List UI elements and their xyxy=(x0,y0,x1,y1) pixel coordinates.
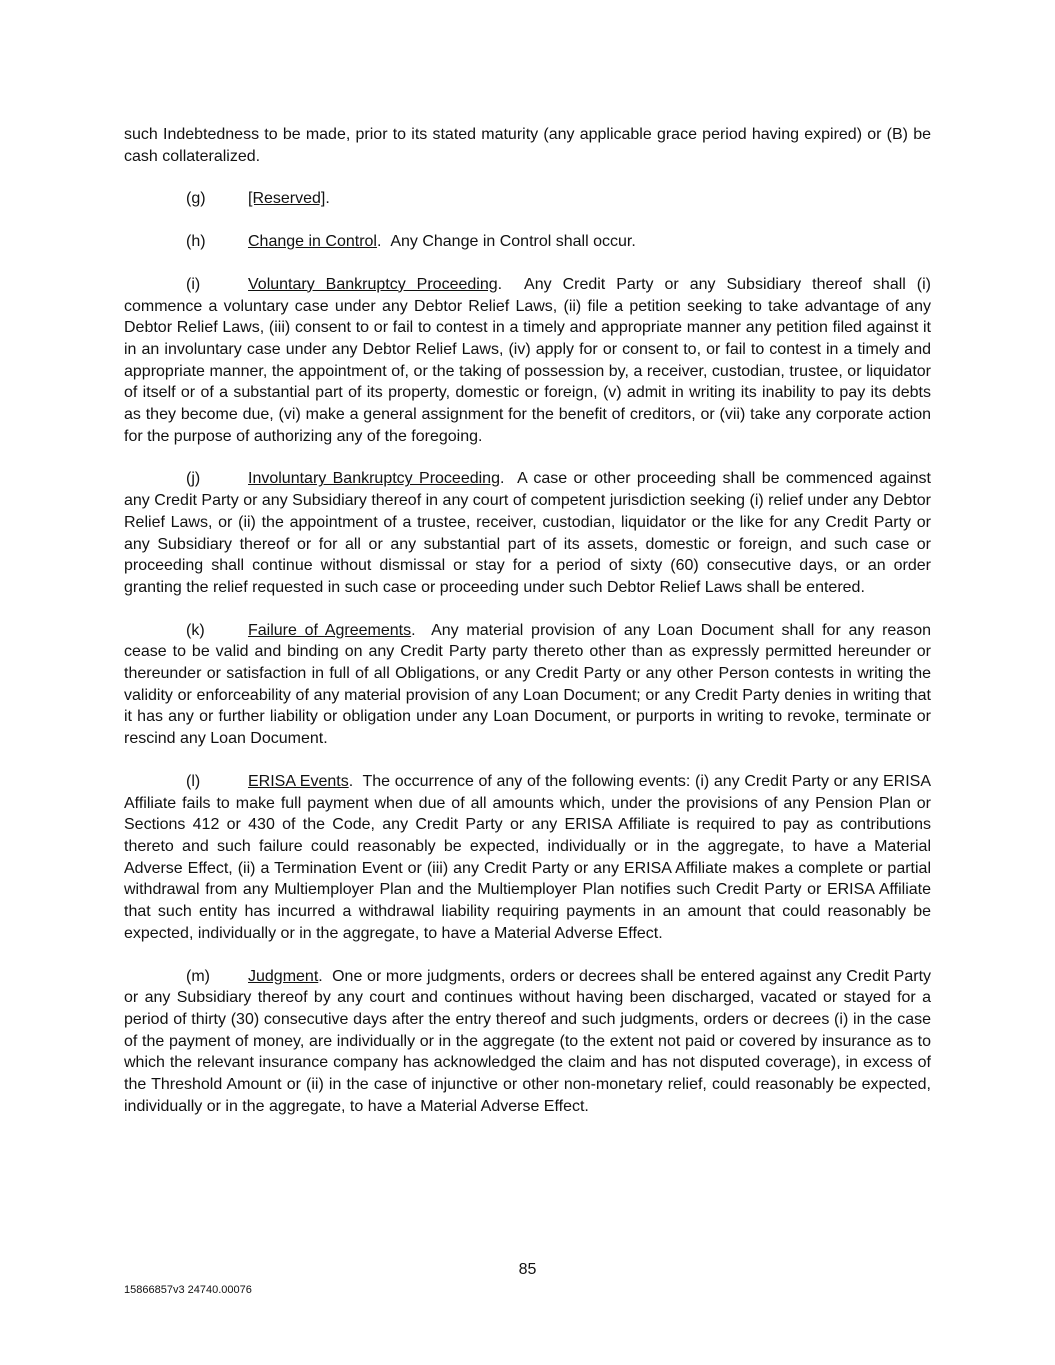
section-heading: ERISA Events xyxy=(248,772,349,790)
page-number: 85 xyxy=(518,1261,537,1278)
section-k xyxy=(124,620,931,750)
heading-period: . xyxy=(376,233,382,251)
heading-period: . xyxy=(318,967,323,985)
document-body xyxy=(124,124,931,1138)
section-heading: Involuntary Bankruptcy Proceeding xyxy=(248,470,500,488)
section-body: One or more judgments, orders or decrees shall be entered against any Credit Party or any Subsidiary thereof by any court and continues without having been discharged, vacated or stayed for a period of thirty (30) consecutive days after the entry thereof and such judgments, orders or decrees (i) in the case of the payment of money, are individually or in the aggregate (to the extent not paid or covered by insurance as to which the relevant insurance company has acknowledged the claim and has not disputed coverage), in excess of the Threshold Amount or (ii) in the case of injunctive or other non-monetary relief, could reasonably be expected, individually or in the aggregate, to have a Material Adverse Effect. xyxy=(124,967,932,1115)
section-number: (l) xyxy=(186,772,201,790)
section-number: (j) xyxy=(186,470,201,488)
heading-period: . xyxy=(325,190,330,208)
intro-paragraph: such Indebtedness to be made, prior to its stated maturity (any applicable grace period having expired) or (B) be cash collateralized. xyxy=(124,126,931,165)
section-number: (i) xyxy=(186,275,201,293)
heading-period: . xyxy=(499,470,505,488)
section-body: Any material provision of any Loan Document shall for any reason cease to be valid and binding on any Credit Party party thereto other than as expressly permitted hereunder or thereunder or satisfaction in full of all Obligations, or any Credit Party or any other Person contests in writing the validity or enforceability of any material provision of any Loan Document; or any Credit Party denies in writing that it has any or further liability or obligation under any Loan Document, or purports in writing to revoke, terminate or rescind any Loan Document. xyxy=(124,621,931,748)
section-number: (g) xyxy=(186,190,206,208)
section-l xyxy=(124,771,931,945)
section-m xyxy=(124,966,931,1118)
section-h xyxy=(124,231,931,253)
section-body: A case or other proceeding shall be commenced against any Credit Party or any Subsidiary thereof in any court of competent jurisdiction seeking (i) relief under any Debtor Relief Laws, or (ii) the appointment of a trustee, receiver, custodian, liquidator or the like for any Credit Party or any Subsidiary thereof or for all or any substantial part of its assets, domestic or foreign, and such case or proceeding shall continue without dismissal or stay for a period of sixty (60) consecutive days, or an order granting the relief requested in such case or proceeding under such Debtor Relief Laws shall be entered. xyxy=(124,470,931,596)
heading-period: . xyxy=(411,621,416,639)
section-heading: [Reserved] xyxy=(248,190,326,208)
section-number: (h) xyxy=(186,233,206,251)
section-j xyxy=(124,468,931,598)
section-i xyxy=(124,274,931,448)
section-number: (m) xyxy=(186,967,210,985)
section-heading: Voluntary Bankruptcy Proceeding xyxy=(248,275,498,293)
section-g xyxy=(124,188,931,210)
section-number: (k) xyxy=(186,621,205,639)
heading-period: . xyxy=(348,772,354,790)
heading-period: . xyxy=(497,275,503,293)
document-id: 15866857v3 24740.00076 xyxy=(124,1284,252,1296)
section-heading: Failure of Agreements xyxy=(248,621,412,639)
section-body: Any Change in Control shall occur. xyxy=(390,233,636,251)
section-heading: Judgment xyxy=(248,967,319,985)
section-body: The occurrence of any of the following events: (i) any Credit Party or any ERISA Affiliate fails to make full payment when due of all amounts which, under the provisions of any Pension Plan or Sections 412 or 430 of the Code, any Credit Party or any ERISA Affiliate is required to pay as contributions thereto and such failure could reasonably be expected, individually or in the aggregate, to have a Material Adverse Effect, (ii) a Termination Event or (iii) any Credit Party or any ERISA Affiliate makes a complete or partial withdrawal from any Multiemployer Plan and the Multiemployer Plan notifies such Credit Party or ERISA Affiliate that such entity has incurred a withdrawal liability requiring payments in an amount that could reasonably be expected, individually or in the aggregate, to have a Material Adverse Effect. xyxy=(124,772,931,942)
section-body: Any Credit Party or any Subsidiary thereof shall (i) commence a voluntary case under any Debtor Relief Laws, (ii) file a petition seeking to take advantage of any Debtor Relief Laws, (iii) consent to or fail to contest in a timely and appropriate manner any petition filed against it in an involuntary case under any Debtor Relief Laws, (iv) apply for or consent to, or fail to contest in a timely and appropriate manner, the appointment of, or the taking of possession by, a receiver, custodian, trustee, or liquidator of itself or of a substantial part of its property, domestic or foreign, (v) admit in writing its inability to pay its debts as they become due, (vi) make a general assignment for the benefit of creditors, or (vii) take any corporate action for the purpose of authorizing any of the foregoing. xyxy=(124,275,932,445)
section-heading: Change in Control xyxy=(248,233,377,251)
